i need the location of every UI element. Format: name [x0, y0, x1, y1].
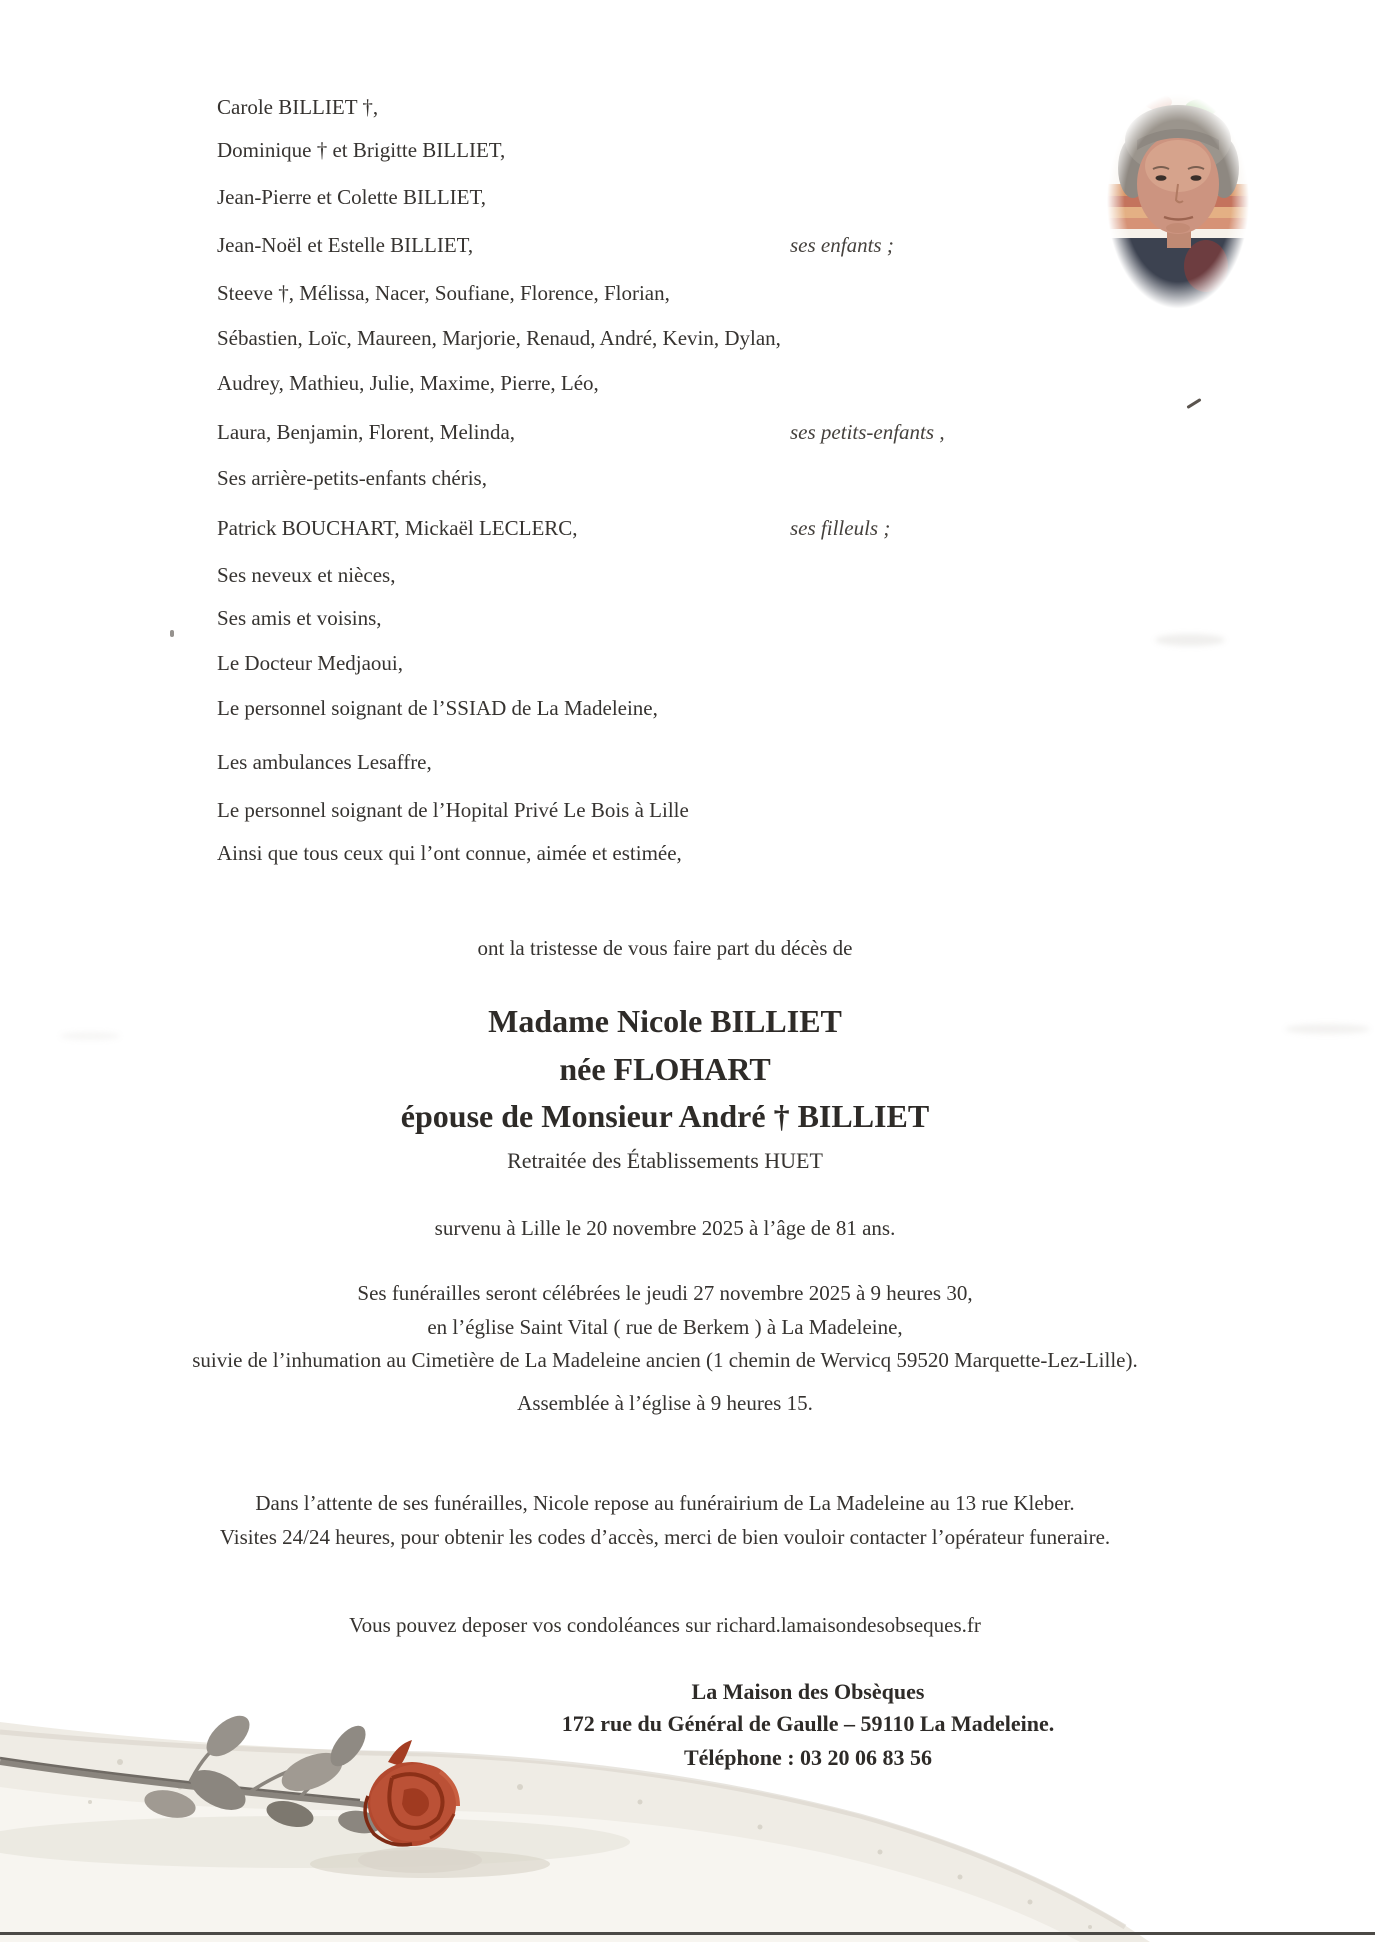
mourner-line [217, 693, 658, 723]
mourner-line-text: Patrick BOUCHART, Mickaël LECLERC, [217, 516, 578, 540]
portrait-image [1103, 88, 1253, 314]
mourner-line [217, 230, 894, 260]
rose-image [0, 1692, 1377, 1942]
death-notice-line: survenu à Lille le 20 novembre 2025 à l’âge de 81 ans. [434, 1216, 896, 1240]
deceased-name: Madame Nicole BILLIET [488, 1003, 842, 1039]
mourner-line [217, 603, 382, 633]
scan-dot-artifact [170, 630, 174, 637]
funeral-line-3: suivie de l’inhumation au Cimetière de La Madeleine ancien (1 chemin de Wervicq 59520 Marquette-Lez-Lille). [192, 1348, 1138, 1372]
mourner-line [217, 278, 670, 308]
mourner-line-text: Audrey, Mathieu, Julie, Maxime, Pierre, Léo, [217, 371, 599, 395]
scan-smudge-artifact [1155, 634, 1225, 646]
mourner-line-text: Ainsi que tous ceux qui l’ont connue, aimée et estimée, [217, 841, 682, 865]
mourner-line-text: Carole BILLIET †, [217, 95, 379, 119]
relation-label: ses petits-enfants , [790, 420, 945, 444]
mourner-line-text: Jean-Pierre et Colette BILLIET, [217, 185, 487, 209]
mourner-line-text: Le personnel soignant de l’Hopital Privé Le Bois à Lille [217, 798, 689, 822]
mourner-line [217, 513, 891, 543]
bottom-rule [0, 1932, 1375, 1935]
mourner-line [217, 560, 395, 590]
mourner-line [217, 747, 432, 777]
deceased-maiden-name: née FLOHART [559, 1051, 771, 1087]
mourner-line [217, 838, 682, 868]
mourner-line-text: Laura, Benjamin, Florent, Melinda, [217, 420, 516, 444]
deceased-spouse-line: épouse de Monsieur André † BILLIET [400, 1098, 930, 1134]
mourner-line [217, 182, 486, 212]
funeral-line-2: en l’église Saint Vital ( rue de Berkem ) à La Madeleine, [427, 1315, 903, 1339]
mourner-line-text: Le Docteur Medjaoui, [217, 651, 404, 675]
deceased-subtitle: Retraitée des Établissements HUET [507, 1148, 823, 1173]
mourner-line [217, 135, 505, 165]
mourner-line [217, 92, 378, 122]
funeral-home-phone: Téléphone : 03 20 06 83 56 [683, 1745, 933, 1770]
mourner-line [217, 323, 781, 353]
mourner-line-text: Sébastien, Loïc, Maureen, Marjorie, Renaud, André, Kevin, Dylan, [217, 326, 781, 350]
intro-line: ont la tristesse de vous faire part du décès de [477, 936, 853, 960]
mourner-line [217, 417, 945, 447]
repose-line-2: Visites 24/24 heures, pour obtenir les codes d’accès, merci de bien vouloir contacter l’opérateur funeraire. [219, 1525, 1111, 1549]
mourner-line-text: Ses arrière-petits-enfants chéris, [217, 466, 487, 490]
rose-footer-photo [0, 1692, 1377, 1942]
repose-line-1: Dans l’attente de ses funérailles, Nicole repose au funérairium de La Madeleine au 13 rue Kleber. [255, 1491, 1075, 1515]
relation-label: ses filleuls ; [790, 516, 891, 540]
mourner-line [217, 463, 487, 493]
mourner-line-text: Dominique † et Brigitte BILLIET, [217, 138, 506, 162]
mourner-line-text: Ses neveux et nièces, [217, 563, 396, 587]
assembly-line: Assemblée à l’église à 9 heures 15. [517, 1391, 813, 1415]
relation-label: ses enfants ; [790, 233, 894, 257]
mourners-list [217, 92, 1117, 882]
scan-mark-artifact [1186, 398, 1201, 409]
mourner-line-text: Les ambulances Lesaffre, [217, 750, 432, 774]
mourner-line [217, 368, 599, 398]
mourner-line-text: Jean-Noël et Estelle BILLIET, [217, 233, 474, 257]
mourner-line-text: Ses amis et voisins, [217, 606, 382, 630]
mourner-line-text: Le personnel soignant de l’SSIAD de La Madeleine, [217, 696, 658, 720]
funeral-home-name: La Maison des Obsèques [691, 1679, 925, 1704]
funeral-line-1: Ses funérailles seront célébrées le jeudi 27 novembre 2025 à 9 heures 30, [357, 1281, 973, 1305]
mourner-line [217, 795, 689, 825]
mourner-line-text: Steeve †, Mélissa, Nacer, Soufiane, Florence, Florian, [217, 281, 670, 305]
mourner-line [217, 648, 403, 678]
deceased-portrait-photo [1103, 88, 1253, 314]
condolences-line: Vous pouvez deposer vos condoléances sur richard.lamaisondesobseques.fr [349, 1613, 981, 1637]
funeral-home-address: 172 rue du Général de Gaulle – 59110 La Madeleine. [561, 1711, 1055, 1736]
